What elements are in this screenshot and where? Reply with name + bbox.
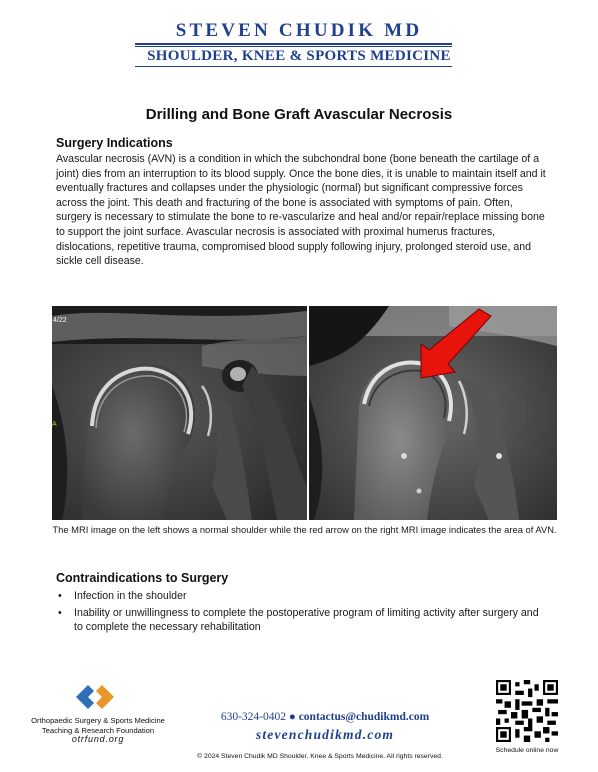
otrf-logo	[76, 684, 114, 710]
header-divider-bottom	[135, 66, 452, 67]
contact-line	[180, 711, 470, 723]
qr-caption: Schedule online now	[495, 747, 559, 754]
image-caption: The MRI image on the left shows a normal shoulder while the red arrow on the right MRI image indicates the area of AVN.	[52, 524, 557, 535]
mri-side-marker: A	[52, 421, 57, 428]
practice-subtitle: SHOULDER, KNEE & SPORTS MEDICINE	[147, 48, 451, 64]
bullet-icon: •	[58, 590, 62, 602]
mri-image-avn-shoulder	[309, 306, 557, 520]
page-title: Drilling and Bone Graft Avascular Necrosis	[145, 106, 453, 123]
header-divider-top-thin	[135, 46, 452, 47]
website-link[interactable]: stevenchudikmd.com	[255, 727, 395, 742]
email-link[interactable]: contactus@chudikmd.com	[298, 711, 430, 723]
indications-paragraph: Avascular necrosis (AVN) is a condition in which the subchondral bone (bone beneath the cartilage of a joint) dies from an interruption to its blood supply. Once the bone dies, it is unable to maintain itself and it eventually fractures and collapses under the physiologic (normal) but significant compressive forces across the joint. This death and fracturing of the bone is associated with symptoms of pain. Often, surgery is necessary to stimulate the bone to re-vascularize and heal and/or repair/replace missing bone to support the joint surface. Avascular necrosis is associated with proximal humerus fractures, dislocations, repetitive trauma, compromised blood supply following injury, prolonged steroid use, and sickle cell disease.	[56, 153, 546, 268]
list-item-text: Infection in the shoulder	[74, 590, 187, 602]
qr-code-icon[interactable]	[496, 680, 558, 742]
list-item-text: Inability or unwillingness to complete the postoperative program of limiting activity after surgery and to complete the necessary rehabilitation	[74, 606, 539, 634]
mri-image-normal-shoulder	[52, 306, 307, 520]
mri-date-label: 4/22	[53, 317, 67, 324]
phone-link[interactable]: 630-324-0402	[220, 711, 286, 723]
list-item	[56, 589, 548, 604]
practice-name: STEVEN CHUDIK MD	[175, 20, 423, 41]
copyright-notice: © 2024 Steven Chudik MD Shoulder, Knee & Sports Medicine. All rights reserved.	[197, 753, 443, 760]
list-item	[56, 606, 548, 635]
contraindications-heading: Contraindications to Surgery	[56, 571, 229, 585]
header-divider-top	[135, 43, 452, 45]
contraindications-list	[56, 589, 548, 637]
separator-dot: ●	[288, 711, 296, 723]
foundation-name-line2: Teaching & Research Foundation	[41, 725, 155, 735]
foundation-name-line1: Orthopaedic Surgery & Sports Medicine	[31, 716, 165, 725]
bullet-icon: •	[58, 606, 62, 619]
indications-heading: Surgery Indications	[56, 136, 173, 150]
foundation-info	[18, 716, 178, 745]
foundation-url-link[interactable]: otrfund.org	[71, 734, 125, 745]
